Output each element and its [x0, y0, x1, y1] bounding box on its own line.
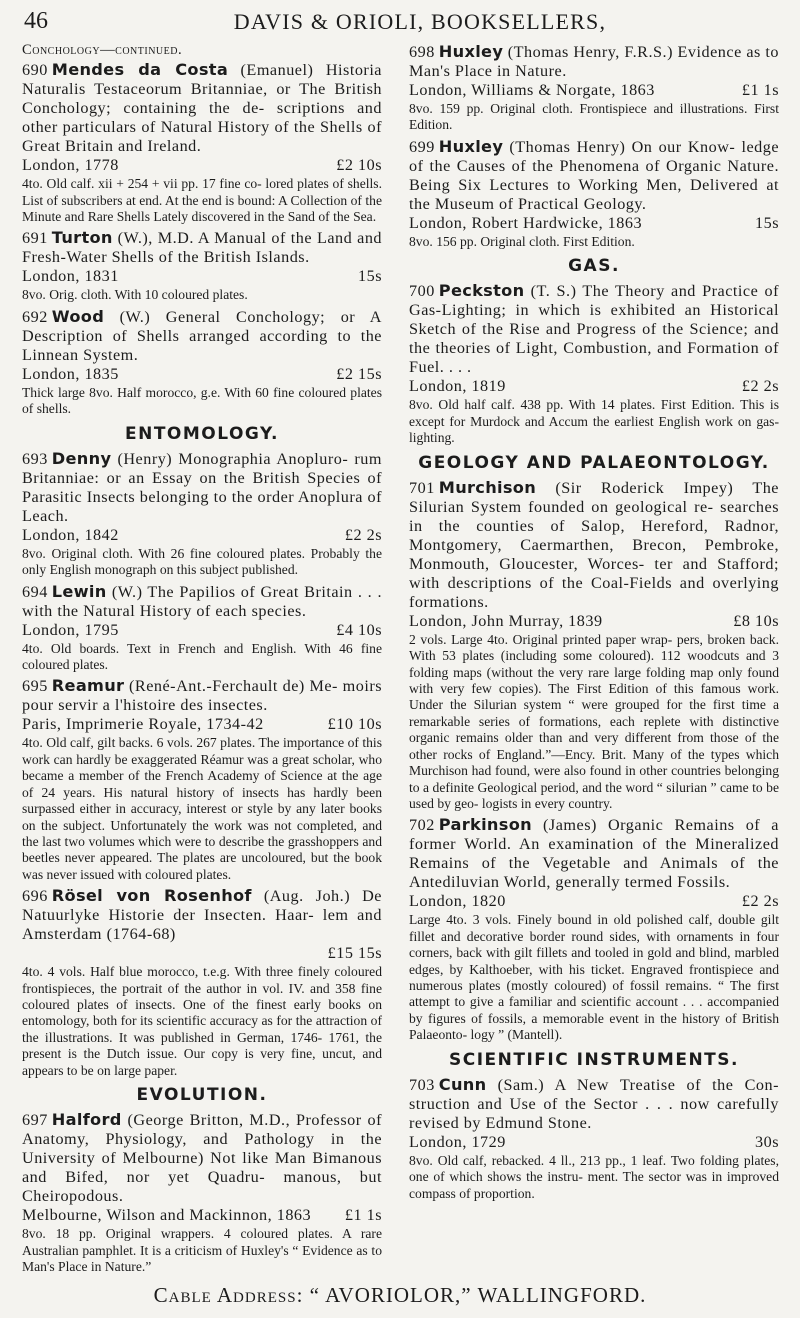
- entry-description: 8vo. Old half calf. 438 pp. With 14 plates. First Edition. This is except for Murdock and Accum the earliest English work on gas-lighting.: [409, 397, 779, 446]
- author-name: Huxley: [438, 136, 504, 156]
- author-name: Cunn: [438, 1074, 487, 1094]
- price: £4 10s: [336, 620, 382, 639]
- entry-number: 693: [22, 449, 48, 468]
- entry-title: (Thomas Henry, F.R.S.) Evidence as to Man's Place in Nature.: [409, 43, 780, 80]
- entry-description: 8vo. 159 pp. Original cloth. Frontispiece and illustrations. First Edition.: [409, 101, 779, 133]
- imprint: London, 1795: [22, 620, 119, 639]
- author-name: Murchison: [438, 477, 537, 497]
- entry-title: (T. S.) The Theory and Practice of Gas-Lighting; in which is exhibited an Historical Sketch of the Rise and Progress of the Science; and the theories of Light, Combustion, and Formation of Fuel. . . .: [409, 282, 780, 377]
- entry-title: (George Britton, M.D., Professor of Anatomy, Physiology, and Pathology in the University of Melbourne) Not like Man Bimanous and Bifed, nor yet Quadru- manous, but Cheiropodous.: [22, 1111, 382, 1206]
- entry-number: 692: [22, 307, 48, 326]
- imprint: Paris, Imprimerie Royale, 1734-42: [22, 715, 264, 734]
- page-number: 46: [24, 8, 48, 34]
- price: £2 2s: [741, 892, 779, 911]
- entry-number: 701: [409, 478, 435, 497]
- section-heading-instruments: SCIENTIFIC INSTRUMENTS.: [449, 1049, 739, 1070]
- price: 30s: [755, 1132, 779, 1151]
- price: £2 15s: [336, 364, 382, 383]
- entry-title: (Henry) Monographia Anopluro- rum Britanniae: or an Essay on the British Species of Parasitic Insects belonging to the order Anoplura of Leach.: [22, 449, 383, 525]
- entry-description: 4to. Old calf. xii + 254 + vii pp. 17 fine co- lored plates of shells. List of subscribers at end. At the end is bound: A Collection of the Minute and Rare Shells Lately discovered in the Sand of the Sea.: [22, 176, 382, 225]
- entry-description: 8vo. Original cloth. With 26 fine coloured plates. Probably the only English monograph on this subject published.: [22, 545, 382, 578]
- entry-number: 695: [22, 677, 48, 696]
- entry-description: 2 vols. Large 4to. Original printed paper wrap- pers, broken back. With 53 plates (including some coloured). 112 woodcuts and 3 folding maps (without the very rare large folding map only found with very few copies). The First Edition of this famous work. Under the Silurian system “ were grouped for the first time a remarkable series of formations, each replete with distinctive organic remains older than and very different from those of the other rocks of England.”—Ency. Brit. Many of the types which Murchison had found, were also found in other countries belonging to a definite Geological period, and the word “ silurian ” came to be used by geo- logists in every country.: [409, 631, 779, 811]
- author-name: Mendes da Costa: [51, 60, 229, 80]
- entry-title: (Sam.) A New Treatise of the Con- struction and Use of the Sector . . . now carefully revised by Edmund Stone.: [409, 1075, 779, 1132]
- author-name: Peckston: [438, 281, 525, 301]
- entry-description: 4to. 4 vols. Half blue morocco, t.e.g. With three finely coloured frontispieces, the portrait of the author in vol. IV. and 358 fine coloured plates of insects. One of the finest early books on entomology, both for its scientific accuracy as for the attraction of the illustrations. It was published in German, 1746- 1761, the present is the Dutch issue. Our copy is very fine, uncut, and appears to be on large paper.: [22, 964, 382, 1078]
- author-name: Wood: [51, 306, 105, 326]
- author-name: Parkinson: [438, 815, 532, 835]
- entry-title: (W.) The Papilios of Great Britain . . . with the Natural History of each species.: [22, 582, 382, 620]
- entry-description: Large 4to. 3 vols. Finely bound in old polished calf, double gilt fillet and decorative border round sides, with ornaments in four corners, back with gilt fillets and tooled in gold and blind, marbled edges, by Kalthoeber, with his ticket. Engraved frontispiece and numerous plates (mostly coloured) of fossil remains. “ The first attempt to give a familiar and scientific account . . . accompanied by figures of fossils, a memorable event in the history of British Palaeonto- logy ” (Mantell).: [409, 912, 779, 1043]
- price: £15 15s: [327, 944, 382, 963]
- imprint: London, 1819: [409, 377, 506, 396]
- catalogue-entry: [409, 281, 779, 446]
- section-heading-geology: GEOLOGY AND PALAEONTOLOGY.: [418, 452, 770, 473]
- entry-number: 691: [22, 229, 48, 248]
- section-heading-evolution: EVOLUTION.: [136, 1084, 268, 1105]
- imprint: London, 1835: [22, 364, 119, 383]
- entry-description: 8vo. 156 pp. Original cloth. First Edition.: [409, 233, 635, 249]
- entry-title: (W.) General Conchology; or A Description of Shells arranged according to the Linnean System.: [22, 307, 382, 364]
- entry-number: 702: [409, 816, 435, 835]
- left-column: [22, 42, 382, 1278]
- cable-address-footer: Cable Address: “ AVORIOLOR,” WALLINGFORD.: [153, 1283, 647, 1307]
- entry-title: (René-Ant.-Ferchault de) Me- moirs pour servir a l'histoire des insectes.: [22, 677, 383, 715]
- entry-number: 690: [22, 61, 48, 80]
- entry-title: (Sir Roderick Impey) The Silurian System founded on geological re- searches in the counties of Salop, Hereford, Radnor, Montgomery, Caermarthen, Brecon, Pembroke, Monmouth, Gloucester, Worces- ter and Stafford; with descriptions of the Coal-Fields and overlying formations.: [409, 478, 779, 611]
- entry-number: 700: [409, 282, 435, 301]
- author-name: Huxley: [438, 42, 504, 61]
- entry-number: 699: [409, 137, 435, 156]
- author-name: Lewin: [51, 581, 107, 601]
- catalogue-entry: [22, 60, 382, 225]
- entry-description: 8vo. Orig. cloth. With 10 coloured plates.: [22, 287, 248, 303]
- catalogue-entry: [409, 137, 779, 250]
- imprint: London, Williams & Norgate, 1863: [409, 81, 655, 99]
- entry-number: 698: [409, 43, 435, 61]
- catalogue-entry: [409, 42, 779, 134]
- price: £2 10s: [336, 156, 382, 175]
- catalogue-entry: [22, 1110, 382, 1275]
- author-name: Rösel von Rosenhof: [51, 886, 252, 906]
- continued-label: Conchology—continued.: [22, 42, 183, 58]
- imprint: London, 1729: [409, 1132, 506, 1151]
- imprint: London, 1831: [22, 267, 119, 286]
- imprint: Melbourne, Wilson and Mackinnon, 1863: [22, 1206, 312, 1225]
- entry-number: 697: [22, 1111, 48, 1130]
- section-heading-gas: GAS.: [568, 256, 620, 277]
- price: £1 1s: [741, 81, 779, 99]
- price: £2 2s: [741, 377, 779, 396]
- imprint: London, 1778: [22, 156, 119, 175]
- entry-title: (Aug. Joh.) De Natuurlyke Historie der Insecten. Haar- lem and Amsterdam (1764-68): [22, 887, 382, 944]
- catalogue-entry: [409, 815, 779, 1043]
- imprint: London, John Murray, 1839: [409, 611, 603, 630]
- section-heading-entomology: ENTOMOLOGY.: [125, 423, 279, 444]
- entry-title: (Emanuel) Historia Naturalis Testaceorum Britanniae, or The British Conchology; containing the de- scriptions and other particulars of Natural History of the Shells of Great Britain and Ireland.: [22, 61, 382, 156]
- entry-title: (W.), M.D. A Manual of the Land and Fresh-Water Shells of the British Islands.: [22, 229, 383, 267]
- price: 15s: [358, 267, 382, 286]
- price: £2 2s: [344, 525, 382, 544]
- catalogue-entry: [409, 1075, 779, 1202]
- catalogue-entry: [22, 886, 382, 1079]
- catalogue-entry: [22, 307, 382, 418]
- entry-description: Thick large 8vo. Half morocco, g.e. With 60 fine coloured plates of shells.: [22, 384, 382, 417]
- entry-description: 4to. Old boards. Text in French and English. With 46 fine coloured plates.: [22, 640, 382, 673]
- price: £1 1s: [344, 1206, 382, 1225]
- entry-title: (James) Organic Remains of a former World. An examination of the Mineralized Remains of the Vegetable and Animals of the Antediluvian World, generally termed Fossils.: [409, 816, 779, 892]
- entry-number: 703: [409, 1075, 435, 1094]
- price: £10 10s: [327, 715, 382, 734]
- author-name: Denny: [51, 448, 112, 468]
- entry-description: 8vo. Old calf, rebacked. 4 ll., 213 pp., 1 leaf. Two folding plates, one of which shows the instru- ment. The sector was in improved compass of proportion.: [409, 1152, 779, 1201]
- entry-number: 696: [22, 887, 48, 906]
- imprint: London, 1820: [409, 892, 506, 911]
- author-name: Reamur: [51, 676, 125, 696]
- right-column: [409, 42, 779, 1205]
- catalogue-entry: [409, 478, 779, 812]
- catalogue-entry: [22, 582, 382, 674]
- running-head: DAVIS & ORIOLI, BOOKSELLERS,: [233, 9, 607, 34]
- author-name: Turton: [51, 228, 113, 248]
- catalogue-entry: [22, 676, 382, 883]
- author-name: Halford: [51, 1110, 122, 1130]
- entry-title: (Thomas Henry) On our Know- ledge of the Causes of the Phenomena of Organic Nature. Being Six Lectures to Working Men, Delivered at the Museum of Practical Geology.: [409, 137, 780, 213]
- entry-number: 694: [22, 582, 48, 601]
- catalogue-entry: [22, 449, 382, 579]
- imprint: London, Robert Hardwicke, 1863: [409, 213, 643, 232]
- price: £8 10s: [733, 611, 779, 630]
- imprint: London, 1842: [22, 525, 119, 544]
- price: 15s: [755, 213, 779, 232]
- entry-description: 4to. Old calf, gilt backs. 6 vols. 267 plates. The importance of this work can hardly be exaggerated Réamur was a great scholar, who became a member of the French Academy of Science at the age of 24 years. His natural history of insects has hardly been surpassed either in accuracy, interest or style by any later books on the subject. Unfortunately the work was not completed, and the last two volumes which were to describe the grasshoppers and beetles never appeared. The plates are uncoloured, but the book was never issued with coloured plates.: [22, 735, 382, 882]
- entry-description: 8vo. 18 pp. Original wrappers. 4 coloured plates. A rare Australian pamphlet. It is a criticism of Huxley's “ Evidence as to Man's Place in Nature.”: [22, 1226, 382, 1274]
- catalogue-entry: [22, 228, 382, 303]
